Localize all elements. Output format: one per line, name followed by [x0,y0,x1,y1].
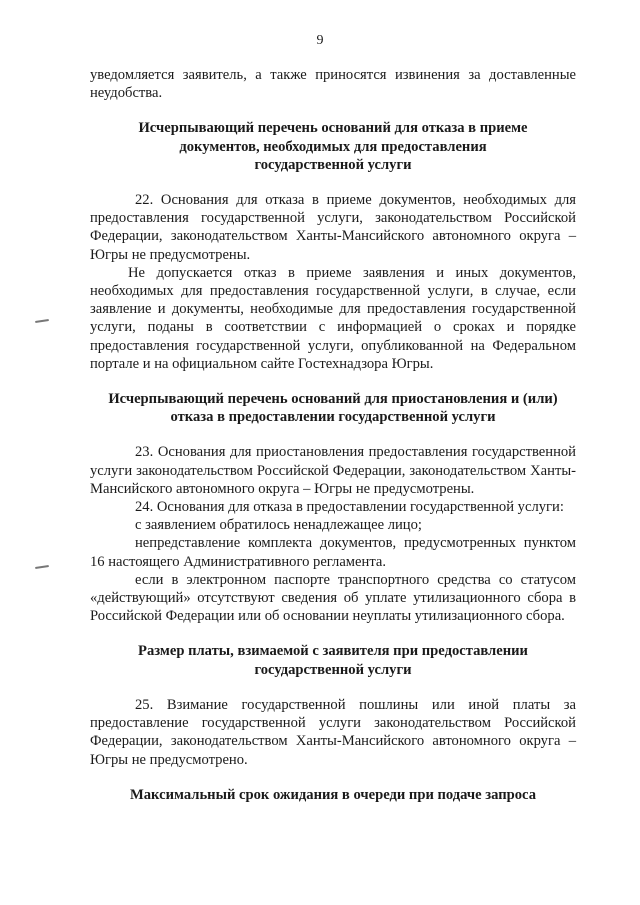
document-body [90,66,576,804]
paragraph-25: 25. Взимание государственной пошлины или иной платы за предоставление государственной услуги законодательством Российской Федерации, законодательством Ханты-Мансийского автономного округа – Югры не предусмотрено. [90,696,576,768]
paragraph-23: 23. Основания для приостановления предоставления государственной услуги законодательством Российской Федерации, законодательством Ханты-Мансийского автономного округа – Югры не предусмотрены. [90,444,576,497]
section-heading-queue-time: Максимальный срок ожидания в очереди при подаче запроса [129,786,536,803]
paragraph-24-item-3: если в электронном паспорте транспортного средства со статусом «действующий» отсутствуют сведения об уплате утилизационного сбора в Российской Федерации или об основании неуплаты утилизационного сбора. [90,571,576,625]
paragraph-24-item-1: с заявлением обратилось ненадлежащее лицо; [135,517,422,534]
margin-mark-2 [35,565,49,569]
section-heading-refusal-acceptance: Исчерпывающий перечень оснований для отказа в приеме документов, необходимых для предоставления государственной услуги [138,120,528,173]
section-heading-suspension-refusal: Исчерпывающий перечень оснований для приостановления и (или) отказа в предоставлении государственной услуги [108,391,558,426]
paragraph-continuation: уведомляется заявитель, а также приносятся извинения за доставленные неудобства. [90,67,576,102]
paragraph-24: 24. Основания для отказа в предоставлении государственной услуги: [135,499,564,516]
margin-mark-1 [35,319,49,323]
paragraph-24-item-2: непредставление комплекта документов, предусмотренных пунктом 16 настоящего Административного регламента. [90,535,576,570]
section-heading-fee: Размер платы, взимаемой с заявителя при предоставлении государственной услуги [138,643,528,678]
paragraph-22-additional: Не допускается отказ в приеме заявления и иных документов, необходимых для предоставления государственной услуги, в случае, если заявление и документы, необходимые для предоставления государственной услуги, поданы в соответствии с информацией о сроках и порядке предоставления государственной услуги, опубликованной на Федеральном портале и на официальном сайте Гостехнадзора Югры. [90,264,576,372]
paragraph-22: 22. Основания для отказа в приеме документов, необходимых для предоставления государственной услуги, законодательством Российской Федерации, законодательством Ханты-Мансийского автономного округа – Югры не предусмотрены. [90,192,576,263]
page-number: 9 [316,33,324,48]
